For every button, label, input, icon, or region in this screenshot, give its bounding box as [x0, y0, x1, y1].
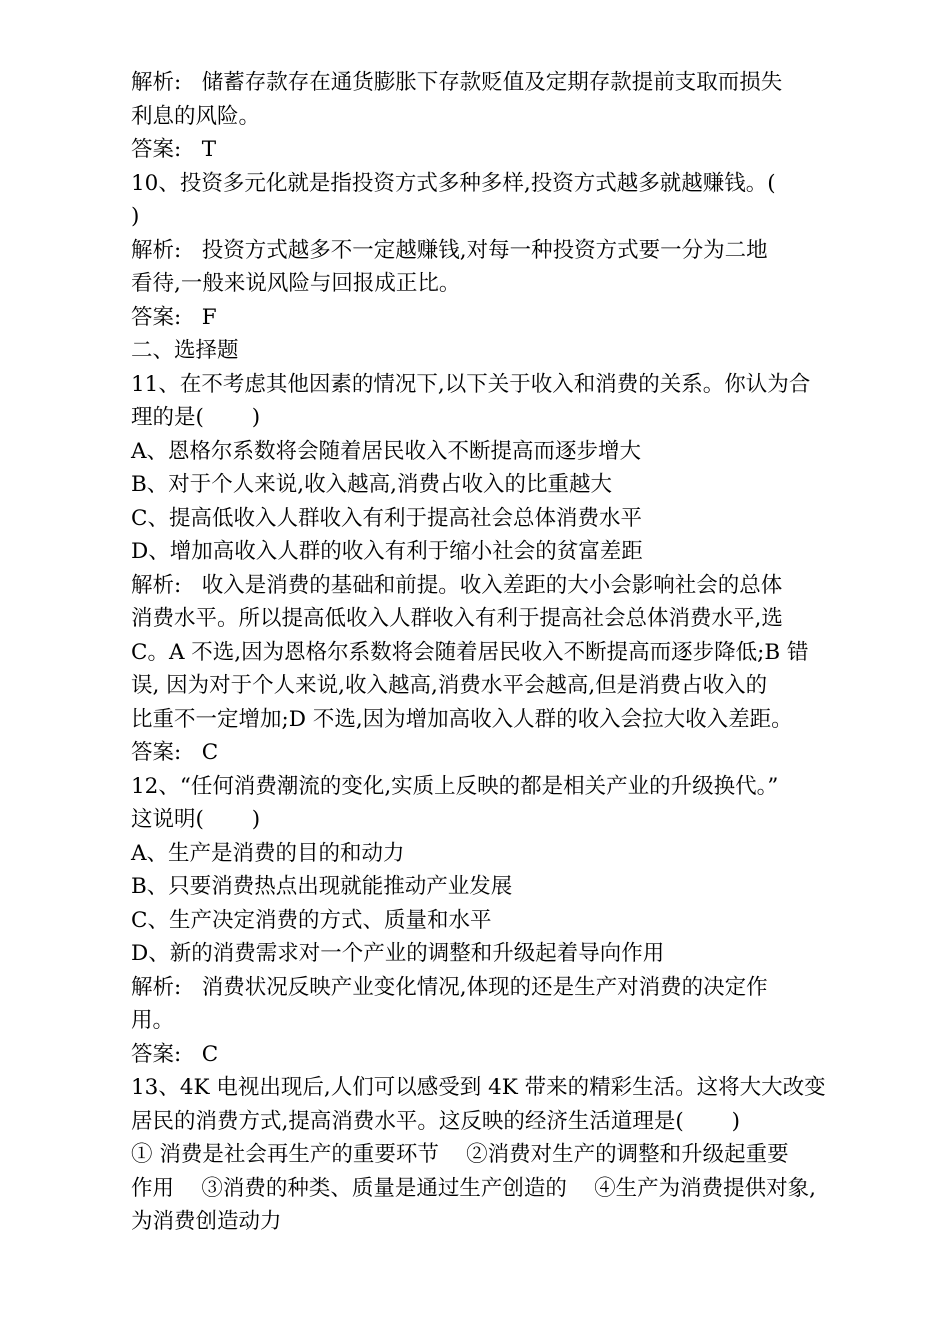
q12-option-c: C、生产决定消费的方式、质量和水平 — [131, 907, 492, 933]
q13-statements-line: 为消费创造动力 — [131, 1209, 282, 1234]
q11-analysis-line: 解析: 收入是消费的基础和前提。收入差距的大小会影响社会的总体 — [131, 572, 783, 598]
q13-question-line: 13、4K 电视出现后,人们可以感受到 4K 带来的精彩生活。这将大大改变 — [131, 1075, 826, 1100]
q13-statements-line: ① 消费是社会再生产的重要环节 ②消费对生产的调整和升级起重要 — [131, 1142, 789, 1167]
q11-question-line: 11、在不考虑其他因素的情况下,以下关于收入和消费的关系。你认为合 — [131, 371, 811, 397]
q9-answer: 答案: T — [131, 137, 217, 162]
q11-option-b: B、对于个人来说,收入越高,消费占收入的比重越大 — [131, 472, 612, 497]
q12-question-line: 12、“任何消费潮流的变化,实质上反映的都是相关产业的升级换代。” — [131, 773, 779, 799]
q12-answer: 答案: C — [131, 1041, 219, 1067]
q9-analysis-line: 解析: 储蓄存款存在通货膨胀下存款贬值及定期存款提前支取而损失 — [131, 70, 783, 95]
q12-option-b: B、只要消费热点出现就能推动产业发展 — [131, 874, 513, 899]
q10-analysis-line: 解析: 投资方式越多不一定越赚钱,对每一种投资方式要一分为二地 — [131, 237, 768, 263]
q13-question-line: 居民的消费方式,提高消费水平。这反映的经济生活道理是( ) — [131, 1108, 740, 1134]
q11-option-c: C、提高低收入人群收入有利于提高社会总体消费水平 — [131, 505, 642, 531]
q10-answer: 答案: F — [131, 304, 217, 330]
q12-option-a: A、生产是消费的目的和动力 — [131, 840, 405, 866]
q12-analysis-line: 用。 — [131, 1008, 175, 1033]
q9-analysis-line: 利息的风险。 — [131, 103, 261, 129]
q11-question-line: 理的是( ) — [131, 405, 261, 430]
q12-analysis-line: 解析: 消费状况反映产业变化情况,体现的还是生产对消费的决定作 — [131, 974, 768, 1000]
q11-analysis-line: 消费水平。所以提高低收入人群收入有利于提高社会总体消费水平,选 — [131, 606, 783, 631]
q11-analysis-line: C。A 不选,因为恩格尔系数将会随着居民收入不断提高而逐步降低;B 错 — [131, 639, 809, 665]
q10-analysis-line: 看待,一般来说风险与回报成正比。 — [131, 271, 461, 296]
q10-question-line: ) — [131, 204, 140, 229]
q11-option-a: A、恩格尔系数将会随着居民收入不断提高而逐步增大 — [131, 438, 642, 464]
q12-option-d: D、新的消费需求对一个产业的调整和升级起着导向作用 — [131, 941, 665, 966]
q11-analysis-line: 误, 因为对于个人来说,收入越高,消费水平会越高,但是消费占收入的 — [131, 673, 768, 698]
section-title: 二、选择题 — [131, 338, 239, 363]
q10-question-line: 10、投资多元化就是指投资方式多种多样,投资方式越多就越赚钱。( — [131, 170, 776, 196]
q11-option-d: D、增加高收入人群的收入有利于缩小社会的贫富差距 — [131, 539, 643, 564]
q11-analysis-line: 比重不一定增加;D 不选,因为增加高收入人群的收入会拉大收入差距。 — [131, 706, 793, 732]
q13-statements-line: 作用 ③消费的种类、质量是通过生产创造的 ④生产为消费提供对象, — [131, 1175, 817, 1201]
document-body — [131, 66, 831, 1239]
q12-question-line: 这说明( ) — [131, 807, 261, 832]
q11-answer: 答案: C — [131, 740, 219, 765]
